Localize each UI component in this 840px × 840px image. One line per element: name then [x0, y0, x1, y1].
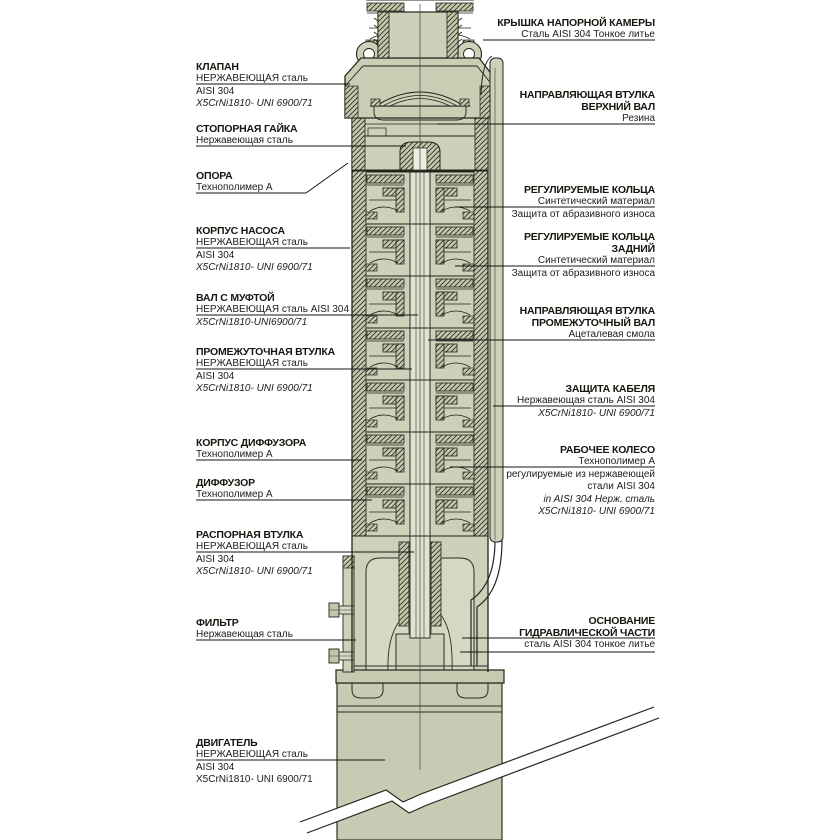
label-motor: ДВИГАТЕЛЬ НЕРЖАВЕЮЩАЯ сталь AISI 304 X5CrNi1810- UNI 6900/71	[196, 737, 313, 785]
label-impeller: РАБОЧЕЕ КОЛЕСО Технополимер А регулируемые из нержавеющей стали AISI 304 in AISI 304 Нерж. сталь X5CrNi1810- UNI 6900/71	[506, 444, 655, 517]
label-guide-bushing-upper-shaft: НАПРАВЛЯЮЩАЯ ВТУЛКА ВЕРХНИЙ ВАЛ Резина	[519, 89, 655, 124]
label-lock-nut: СТОПОРНАЯ ГАЙКА Нержавеющая сталь	[196, 123, 298, 146]
label-hydraulic-base: ОСНОВАНИЕ ГИДРАВЛИЧЕСКОЙ ЧАСТИ сталь AISI 304 тонкое литье	[519, 615, 655, 650]
label-cable-protection: ЗАЩИТА КАБЕЛЯ Нержавеющая сталь AISI 304 X5CrNi1810- UNI 6900/71	[516, 383, 655, 419]
filter	[329, 556, 354, 672]
label-pump-housing: КОРПУС НАСОСА НЕРЖАВЕЮЩАЯ сталь AISI 304 X5CrNi1810- UNI 6900/71	[196, 225, 313, 273]
motor-section	[337, 683, 502, 840]
spacer-sleeve-left	[399, 542, 409, 626]
label-adjustable-rings: РЕГУЛИРУЕМЫЕ КОЛЬЦА Синтетический материал Защита от абразивного износа	[511, 184, 655, 220]
label-pressure-chamber-cover: КРЫШКА НАПОРНОЙ КАМЕРЫ Сталь AISI 304 Тонкое литье	[497, 17, 655, 40]
label-spacer-bushing: РАСПОРНАЯ ВТУЛКА НЕРЖАВЕЮЩАЯ сталь AISI 304 X5CrNi1810- UNI 6900/71	[196, 529, 313, 577]
label-valve: КЛАПАН НЕРЖАВЕЮЩАЯ сталь AISI 304 X5CrNi1810- UNI 6900/71	[196, 61, 313, 109]
label-guide-bushing-intermediate-shaft: НАПРАВЛЯЮЩАЯ ВТУЛКА ПРОМЕЖУТОЧНЫЙ ВАЛ Ацеталевая смола	[519, 305, 655, 340]
label-shaft-with-coupling: ВАЛ С МУФТОЙ НЕРЖАВЕЮЩАЯ сталь AISI 304 X5CrNi1810-UNI6900/71	[196, 292, 350, 328]
spacer-sleeve-right	[431, 542, 441, 626]
label-diffuser-housing: КОРПУС ДИФФУЗОРА Технополимер А	[196, 437, 307, 460]
label-title: КЛАПАН	[196, 61, 239, 73]
leader-opora-diagonal	[306, 163, 348, 193]
label-filter: ФИЛЬТР Нержавеющая сталь	[196, 617, 293, 640]
label-intermediate-bushing: ПРОМЕЖУТОЧНАЯ ВТУЛКА НЕРЖАВЕЮЩАЯ сталь AISI 304 X5CrNi1810- UNI 6900/71	[196, 346, 336, 394]
label-diffuser: ДИФФУЗОР Технополимер А	[196, 477, 273, 500]
label-support: ОПОРА Технополимер А	[196, 170, 273, 193]
discharge-pipe	[374, 12, 462, 58]
label-adjustable-rings-rear: РЕГУЛИРУЕМЫЕ КОЛЬЦА ЗАДНИЙ Синтетический материал Защита от абразивного износа	[511, 231, 655, 279]
